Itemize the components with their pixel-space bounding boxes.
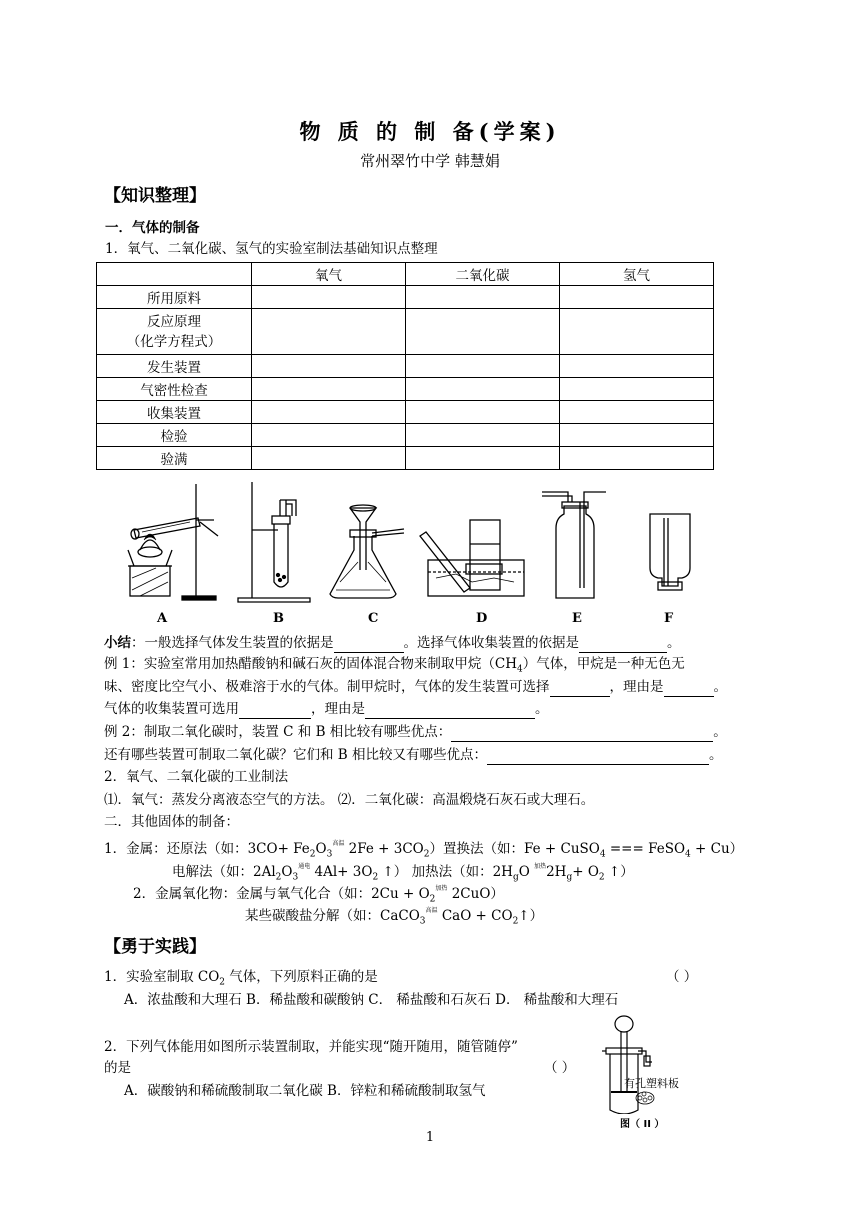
- text: ↑）: [604, 864, 634, 880]
- table-row: [97, 424, 714, 447]
- subscript: 3: [326, 849, 333, 860]
- answer-blank[interactable]: [451, 727, 713, 742]
- subscript: 2: [512, 916, 519, 927]
- apparatus-e: [542, 492, 606, 598]
- text: ，理由是: [609, 679, 664, 695]
- table-cell: [252, 355, 406, 378]
- text: 2．金属氧化物：金属与氧气化合（如：2Cu + O: [133, 886, 430, 902]
- subscript: 2: [275, 872, 282, 883]
- question1-options: A．浓盐酸和大理石 B．稀盐酸和碳酸钠 C． 稀盐酸和石灰石 D． 稀盐酸和大理石: [124, 992, 619, 1008]
- apparatus-c: [330, 505, 404, 598]
- table-cell: [560, 286, 714, 309]
- row-label: 气密性检查: [97, 378, 252, 401]
- example1-line3: [104, 699, 549, 719]
- part2-heading: 二．其他固体的制备：: [104, 814, 239, 830]
- item2-text: 2．氧气、二氧化碳的工业制法: [104, 769, 289, 785]
- subscript: 4: [685, 849, 691, 860]
- table-cell: [560, 378, 714, 401]
- gas-preparation-table: [96, 262, 714, 470]
- item1-text: 1．氧气、二氧化碳、氢气的实验室制法基础知识点整理: [105, 241, 438, 257]
- figure-ii-caption: 图（ II ）: [620, 1119, 665, 1130]
- apparatus-label-b: B: [273, 611, 284, 626]
- subscript: 3: [292, 872, 299, 883]
- part1-heading: 一．气体的制备: [105, 220, 200, 236]
- summary-text: ：一般选择气体发生装置的依据是: [131, 635, 334, 651]
- answer-blank[interactable]: [550, 682, 610, 697]
- author-line: 常州翠竹中学 韩慧娟: [360, 152, 500, 170]
- subscript: g: [512, 872, 519, 883]
- section-heading-practice: 【勇于实践】: [104, 937, 206, 957]
- text: + Cu）: [690, 841, 744, 857]
- table-row: [97, 378, 714, 401]
- text: 1．金属：还原法（如：3CO+ Fe: [104, 841, 310, 857]
- text: ↑） 加热法（如：2H: [378, 864, 513, 880]
- reaction-condition: 高温: [425, 907, 438, 914]
- table-header-cell: 氧气: [252, 263, 406, 286]
- figure-ii-apparatus: [600, 1014, 690, 1114]
- table-cell: [406, 355, 560, 378]
- table-row: [97, 447, 714, 470]
- text: O: [518, 864, 535, 880]
- subscript: g: [566, 872, 573, 883]
- question2-stem-line1: 2．下列气体能用如图所示装置制取，并能实现“随开随用，随管随停”: [104, 1039, 518, 1055]
- subscript: 4: [599, 849, 606, 860]
- row-label: [97, 309, 252, 355]
- summary-text: 。选择气体收集装置的依据是: [403, 635, 579, 651]
- row-label-line: （化学方程式）: [126, 333, 222, 350]
- text: 例 2：制取二氧化碳时，装置 C 和 B 相比较有哪些优点：: [104, 724, 452, 740]
- table-cell: [252, 378, 406, 401]
- table-header-cell: 二氧化碳: [406, 263, 560, 286]
- question2-answer-paren[interactable]: （ ）: [544, 1060, 576, 1076]
- apparatus-label-e: E: [572, 611, 582, 626]
- row-label: 所用原料: [97, 286, 252, 309]
- subscript: 2: [309, 849, 316, 860]
- text: 4Al+ 3O: [310, 864, 373, 880]
- question1-stem: [104, 967, 378, 993]
- table-cell: [406, 286, 560, 309]
- text: 2Fe + 3CO: [344, 841, 424, 857]
- page-number: 1: [425, 1130, 435, 1145]
- apparatus-b: [238, 482, 310, 602]
- table-cell: [560, 424, 714, 447]
- apparatus-illustration: [110, 478, 730, 606]
- apparatus-label-d: D: [476, 611, 488, 626]
- text: === FeSO: [605, 841, 686, 857]
- apparatus-label-f: F: [664, 611, 674, 626]
- table-cell: [252, 401, 406, 424]
- table-row: [97, 355, 714, 378]
- section-heading-knowledge: 【知识整理】: [104, 186, 206, 206]
- answer-blank[interactable]: [365, 704, 535, 719]
- answer-blank[interactable]: [334, 638, 404, 653]
- table-row: [97, 309, 714, 355]
- subscript: 2: [598, 872, 605, 883]
- page-title: 物 质 的 制 备(学案): [299, 119, 561, 144]
- text: 1．实验室制取 CO: [104, 969, 220, 985]
- table-cell: [406, 378, 560, 401]
- row-label-line: 反应原理: [147, 313, 201, 330]
- figure-ii-plate-label: 有孔塑料板: [624, 1077, 679, 1090]
- summary-line: [104, 633, 681, 653]
- text: 2CuO）: [447, 886, 504, 902]
- table-cell: [252, 309, 406, 355]
- subscript: 2: [429, 894, 436, 905]
- oxide-line2: [245, 901, 543, 932]
- text: + O: [572, 864, 599, 880]
- subscript: 3: [419, 916, 426, 927]
- text: CaO + CO: [437, 908, 513, 924]
- example2-line1: [104, 722, 727, 742]
- reaction-condition: 加热: [435, 885, 448, 892]
- summary-text: 。: [667, 635, 681, 651]
- text: 2H: [546, 864, 567, 880]
- table-cell: [560, 447, 714, 470]
- table-header-row: [97, 263, 714, 286]
- question2-options: A．碳酸钠和稀硫酸制取二氧化碳 B．锌粒和稀硫酸制取氢气: [124, 1083, 486, 1099]
- text: 电解法（如：2Al: [172, 864, 276, 880]
- subscript: 2: [423, 849, 430, 860]
- example1-line2: [104, 677, 727, 697]
- industrial-methods: ⑴．氧气：蒸发分离液态空气的方法。 ⑵．二氧化碳：高温煅烧石灰石或大理石。: [104, 792, 595, 808]
- table-cell: [406, 309, 560, 355]
- table-header-cell: [97, 263, 252, 286]
- table-row: [97, 401, 714, 424]
- text: 某些碳酸盐分解（如：CaCO: [245, 908, 420, 924]
- text: 。: [709, 747, 723, 763]
- text: ↑）: [518, 908, 544, 924]
- text: 还有哪些装置可制取二氧化碳？它们和 B 相比较又有哪些优点：: [104, 747, 488, 763]
- row-label: 验满: [97, 447, 252, 470]
- answer-blank[interactable]: [239, 704, 311, 719]
- apparatus-label-c: C: [368, 611, 379, 626]
- table-cell: [252, 424, 406, 447]
- answer-blank[interactable]: [487, 750, 709, 765]
- text: 例 1：实验室常用加热醋酸钠和碱石灰的固体混合物来制取甲烷（CH: [104, 656, 517, 672]
- text: O: [281, 864, 293, 880]
- text: 味、密度比空气小、极难溶于水的气体。制甲烷时，气体的发生装置可选择: [104, 679, 550, 695]
- table-header-cell: 氢气: [560, 263, 714, 286]
- text: 。: [535, 701, 549, 717]
- table-cell: [560, 355, 714, 378]
- summary-label: 小结: [104, 635, 131, 651]
- text: ，理由是: [311, 701, 365, 717]
- table-cell: [406, 424, 560, 447]
- apparatus-f: [650, 514, 690, 590]
- text: 。: [713, 679, 727, 695]
- text: O: [315, 841, 327, 857]
- example2-line2: [104, 745, 723, 765]
- apparatus-label-a: A: [157, 611, 168, 626]
- subscript: 2: [372, 872, 379, 883]
- question1-answer-paren[interactable]: （ ）: [666, 969, 698, 985]
- table-cell: [406, 401, 560, 424]
- reaction-condition: 高温: [332, 840, 345, 847]
- table-cell: [406, 447, 560, 470]
- text: 气体的收集装置可选用: [104, 701, 239, 717]
- answer-blank[interactable]: [664, 682, 714, 697]
- text: ）置换法（如：Fe + CuSO: [429, 841, 600, 857]
- question2-stem-line2: 的是: [104, 1060, 131, 1076]
- table-cell: [252, 447, 406, 470]
- subscript: 4: [516, 664, 523, 675]
- table-cell: [560, 401, 714, 424]
- row-label: 收集装置: [97, 401, 252, 424]
- answer-blank[interactable]: [579, 638, 667, 653]
- row-label: 检验: [97, 424, 252, 447]
- row-label: 发生装置: [97, 355, 252, 378]
- text: 。: [713, 724, 727, 740]
- table-row: [97, 286, 714, 309]
- reaction-condition: 加热: [534, 863, 547, 870]
- table-cell: [560, 309, 714, 355]
- reaction-condition: 通电: [298, 863, 311, 870]
- text: ）气体，甲烷是一种无色无: [522, 656, 685, 672]
- apparatus-d: [420, 520, 524, 596]
- apparatus-a: [128, 484, 218, 600]
- example1-line1: [104, 654, 685, 680]
- subscript: 2: [219, 977, 226, 988]
- text: 气体，下列原料正确的是: [225, 969, 378, 985]
- table-cell: [252, 286, 406, 309]
